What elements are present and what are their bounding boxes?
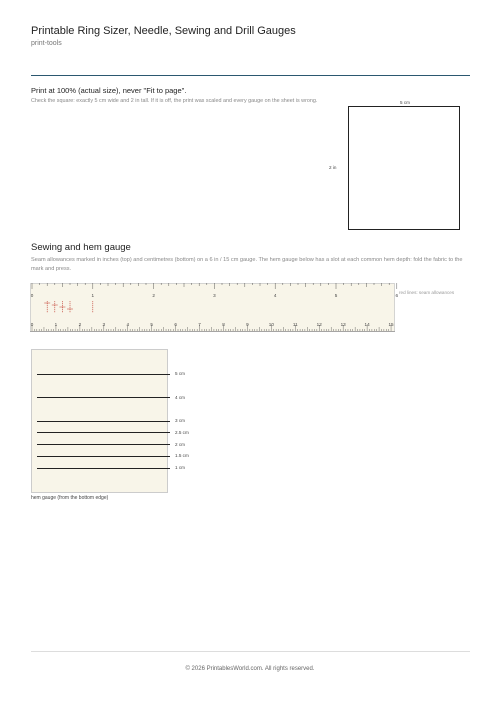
page-title: Printable Ring Sizer, Needle, Sewing and Drill Gauges (31, 25, 296, 37)
cm-label: 0 (30, 322, 34, 327)
inch-label: 4 (273, 293, 277, 298)
print-check-note: Check the square: exactly 5 cm wide and 2 in tall. If it is off, the print was scaled and every gauge on the sheet is wrong. (31, 98, 318, 104)
hem-mark-label: 3 cm (175, 418, 185, 423)
inch-label: 2 (152, 293, 155, 298)
footer-copyright: © 2026 PrintablesWorld.com. All rights reserved. (185, 666, 315, 672)
square-height-label: 2 in (329, 165, 337, 170)
hem-mark-line (37, 432, 170, 433)
cm-label: 15 (388, 322, 394, 327)
header-divider (31, 75, 470, 76)
sewing-gauge-ruler (30, 283, 398, 341)
cm-label: 6 (174, 322, 177, 327)
cm-label: 10 (268, 322, 274, 327)
cm-label: 14 (364, 322, 370, 327)
calibration-square (348, 106, 460, 230)
hem-mark-line (37, 456, 170, 457)
cm-label: 2 (78, 322, 82, 327)
hem-mark-line (37, 421, 170, 422)
hem-mark-line (37, 374, 170, 375)
hem-mark-label: 2.5 cm (175, 429, 189, 435)
cm-label: 9 (246, 322, 249, 327)
sewing-note: Seam allowances marked in inches (top) and centimetres (bottom) on a 6 in / 15 cm gauge. The hem gauge below has a slot at each common hem depth: fold the fabric to the mark and press. (31, 257, 463, 272)
footer-divider (31, 651, 470, 652)
page-subtitle: print-tools (31, 40, 62, 47)
cm-label: 4 (126, 322, 130, 327)
hem-mark-line (37, 468, 170, 469)
cm-label: 7 (198, 322, 201, 327)
hem-mark-label: 5 cm (175, 371, 185, 376)
hem-mark-label: 1.5 cm (175, 453, 189, 459)
print-check-heading: Print at 100% (actual size), never "Fit to page". (31, 86, 187, 95)
cm-label: 3 (102, 322, 106, 327)
cm-label: 13 (340, 322, 346, 327)
hem-mark-line (37, 444, 170, 445)
hem-mark-label: 1 cm (175, 465, 185, 470)
hem-mark-line (37, 397, 170, 398)
inch-label: 0 (30, 293, 34, 298)
hem-mark-label: 2 cm (175, 441, 185, 447)
sewing-heading: Sewing and hem gauge (31, 242, 131, 253)
inch-label: 3 (213, 293, 216, 298)
cm-label: 8 (222, 322, 225, 327)
cm-label: 5 (150, 322, 153, 327)
inch-label: 1 (91, 293, 95, 298)
inch-label: 6 (395, 293, 398, 298)
cm-label: 1 (54, 322, 58, 327)
seam-legend-note: red lines: seam allowances (399, 290, 455, 295)
hem-mark-label: 4 cm (175, 394, 185, 400)
cm-label: 12 (316, 322, 322, 327)
inch-label: 5 (334, 293, 338, 298)
cm-label: 11 (292, 322, 298, 327)
square-width-label: 5 cm (400, 100, 410, 105)
hem-gauge-caption: hem gauge (from the bottom edge) (31, 495, 109, 501)
